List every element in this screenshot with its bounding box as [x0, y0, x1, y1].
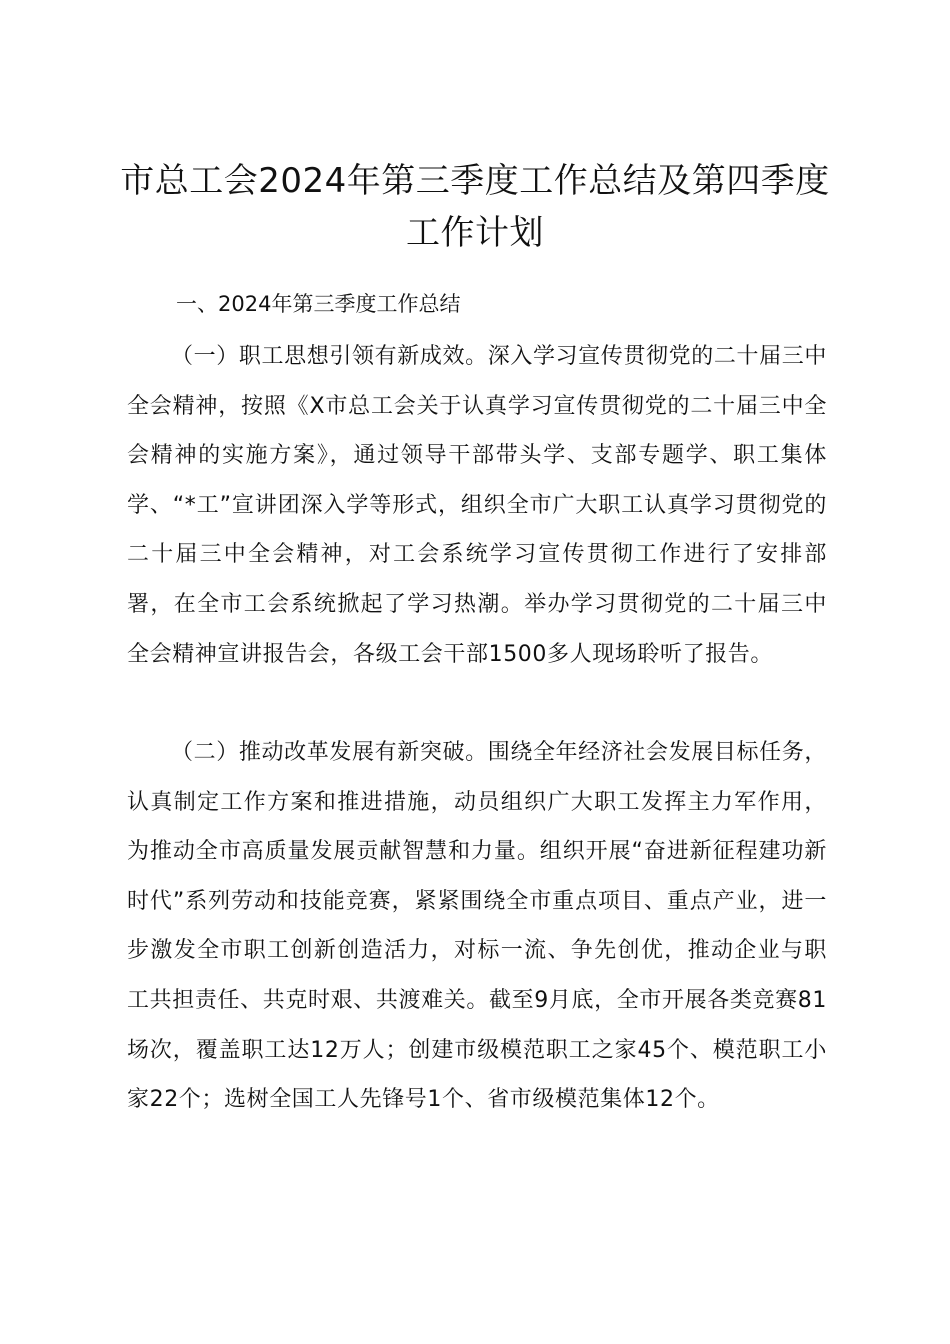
document-title: 市总工会2024年第三季度工作总结及第四季度工作计划	[120, 161, 830, 253]
body-paragraph: （一）职工思想引领有新成效。深入学习宣传贯彻党的二十届三中全会精神，按照《X市总工会关于认真学习宣传贯彻党的二十届三中全会精神的实施方案》，通过领导干部带头学、支部专题学、职工集体学、“*工”宣讲团深入学等形式，组织全市广大职工认真学习贯彻党的二十届三中全会精神，对工会系统学习宣传贯彻工作进行了安排部署，在全市工会系统掀起了学习热潮。举办学习贯彻党的二十届三中全会精神宣讲报告会，各级工会干部1500多人现场聆听了报告。	[127, 344, 827, 667]
body-paragraph: （二）推动改革发展有新突破。围绕全年经济社会发展目标任务，认真制定工作方案和推进措施，动员组织广大职工发挥主力军作用，为推动全市高质量发展贡献智慧和力量。组织开展“奋进新征程建功新时代”系列劳动和技能竞赛，紧紧围绕全市重点项目、重点产业，进一步激发全市职工创新创造活力，对标一流、争先创优，推动企业与职工共担责任、共克时艰、共渡难关。截至9月底，全市开展各类竞赛81场次，覆盖职工达12万人；创建市级模范职工之家45个、模范职工小家22个；选树全国工人先锋号1个、省市级模范集体12个。	[127, 740, 827, 1113]
section-heading: 一、2024年第三季度工作总结	[176, 292, 461, 316]
